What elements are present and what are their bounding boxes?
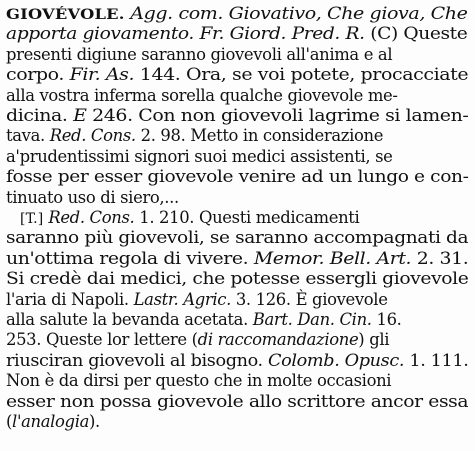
entry-text: un'ottima regola di vivere. — [6, 248, 254, 268]
entry-text: tava. — [6, 126, 50, 146]
citation-text: Bart. Dan. Cin. — [252, 310, 372, 329]
entry-text: 144. Ora, se voi potete, procacciate — [134, 65, 469, 85]
entry-text: ) gli — [358, 330, 390, 350]
entry-text: 3. 126. È giovevole — [230, 289, 388, 309]
citation-text: l'analogia — [12, 412, 90, 431]
entry-text: tinuato uso di siero,... — [6, 187, 179, 207]
entry-text: 2. 31. — [411, 248, 469, 268]
citation-text: E — [73, 106, 87, 125]
entry-text: a'prudentissimi signori suoi medici assistenti, se — [6, 146, 393, 166]
entry-text: alla vostra inferma sorella qualche giovevole me- — [6, 85, 398, 105]
citation-text: Colomb. Opusc. — [268, 350, 405, 370]
entry-text: GIOVÉVOLE. — [6, 7, 125, 23]
entry-text: 1. 210. Questi medicamenti — [134, 208, 360, 227]
entry-text: riusciran giovevoli al bisogno. — [6, 350, 269, 370]
entry-text: 253. Queste lor lettere ( — [6, 330, 198, 350]
entry-text: corpo. — [6, 65, 70, 85]
citation-text: Memor. Bell. Art. — [253, 248, 412, 268]
citation-text: Lastr. Agric. — [133, 289, 231, 309]
entry-text: [T.] — [20, 211, 44, 227]
entry-text: Non è da dirsi per questo che in molte occasioni — [6, 371, 392, 391]
entry-text: esser non possa giovevole allo scrittore ancor essa — [6, 391, 469, 411]
citation-text: Fir. As. — [69, 65, 135, 85]
citation-text: apporta giovamento. Fr. Giord. Pred. R. — [6, 24, 365, 44]
entry-text: dicina. — [6, 106, 74, 125]
entry-text: 246. Con non giovevoli lagrime si lamen- — [86, 106, 469, 125]
citation-text: di raccomandazione — [197, 330, 359, 350]
entry-text: (C) Queste — [364, 24, 468, 44]
entry-line — [6, 410, 100, 434]
entry-text: 1. 111. — [404, 350, 469, 370]
citation-text: Red. Cons. — [49, 126, 136, 146]
entry-text: saranno più giovevoli, se saranno accompagnati da — [6, 228, 469, 248]
entry-text: ( — [6, 412, 13, 431]
entry-text: alla salute la bevanda acetata. — [6, 310, 253, 329]
citation-text: Agg. com. Giovativo, Che giova, Che — [130, 4, 468, 23]
entry-text: presenti digiune saranno giovevoli all'anima e al — [6, 44, 393, 64]
entry-text: 16. — [371, 310, 402, 329]
entry-text: 2. 98. Metto in considerazione — [135, 126, 384, 146]
entry-text: Si credè dai medici, che potesse essergli giovevole — [6, 269, 469, 289]
citation-text: Red. Cons. — [48, 208, 135, 227]
entry-text: l'aria di Napoli. — [6, 289, 134, 309]
entry-text: fosse per esser giovevole venire ad un lungo e con- — [6, 167, 469, 187]
entry-text: ). — [89, 412, 100, 431]
